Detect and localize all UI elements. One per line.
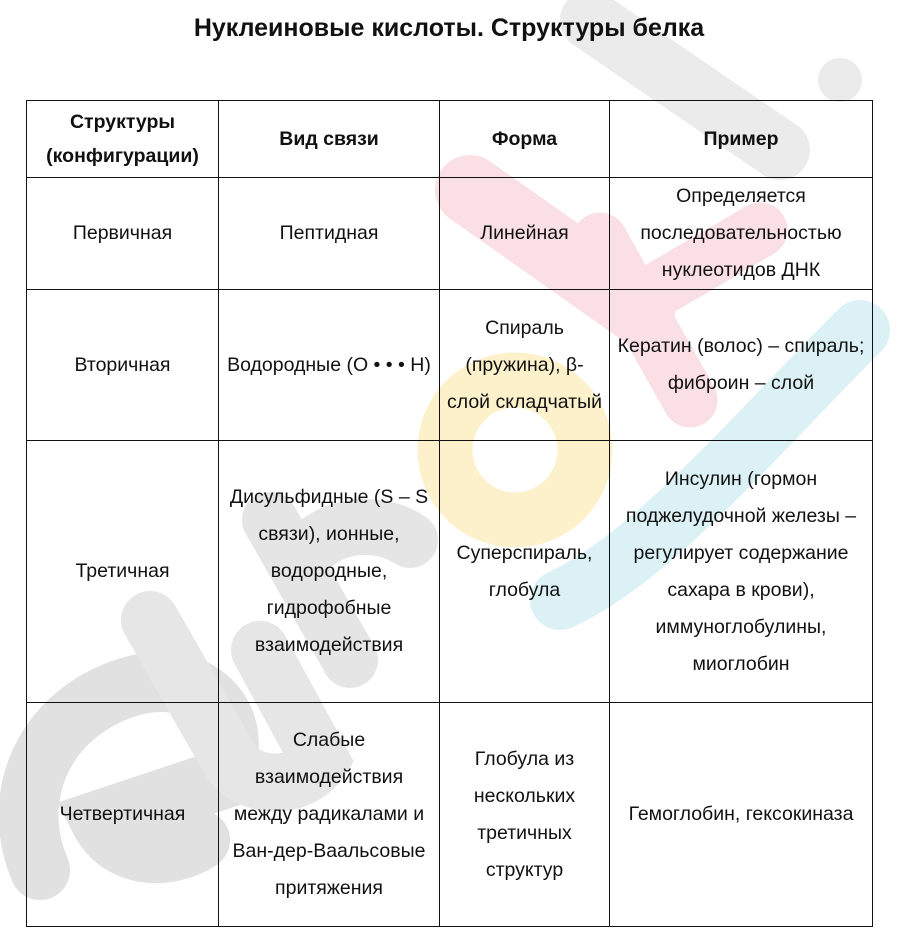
cell-structure: Вторичная [27,290,219,441]
table-header-row [27,101,873,178]
cell-bond-type: Водородные (O • • • H) [219,290,440,441]
cell-example: Определяется последовательностью нуклеотидов ДНК [610,178,873,290]
cell-example: Кератин (волос) – спираль; фиброин – слой [610,290,873,441]
page-title: Нуклеиновые кислоты. Структуры белка [193,14,705,42]
cell-bond-type: Пептидная [219,178,440,290]
watermark-dot-shape [818,58,862,102]
header-structure: Структуры (конфигурации) [27,101,219,178]
header-bond-type: Вид связи [219,101,440,178]
table-row [27,290,873,441]
cell-shape: Спираль (пружина), β-слой складчатый [440,290,610,441]
table-row [27,441,873,703]
cell-example: Инсулин (гормон поджелудочной железы – регулирует содержание сахара в крови), иммуноглобулины, миоглобин [610,441,873,703]
cell-bond-type: Дисульфидные (S – S связи), ионные, водородные, гидрофобные взаимодействия [219,441,440,703]
cell-structure: Первичная [27,178,219,290]
table-row [27,703,873,927]
cell-shape: Линейная [440,178,610,290]
cell-structure: Четвертичная [27,703,219,927]
cell-structure: Третичная [27,441,219,703]
cell-shape: Глобула из нескольких третичных структур [440,703,610,927]
protein-structures-table [26,100,873,927]
cell-shape: Суперспираль, глобула [440,441,610,703]
header-example: Пример [610,101,873,178]
header-shape: Форма [440,101,610,178]
cell-example: Гемоглобин, гексокиназа [610,703,873,927]
cell-bond-type: Слабые взаимодействия между радикалами и Ван-дер-Ваальсовые притяжения [219,703,440,927]
table-row [27,178,873,290]
